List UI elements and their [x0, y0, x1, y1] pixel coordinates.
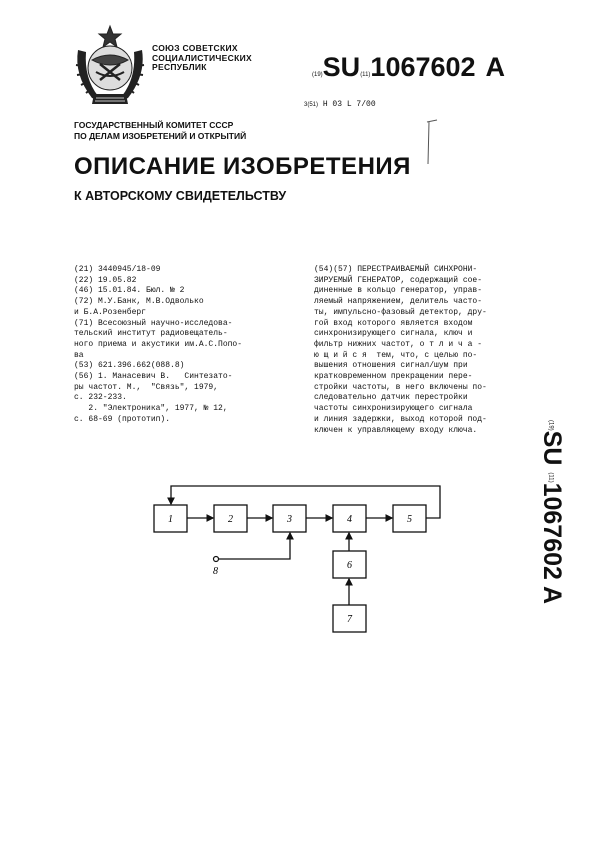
block-7-label: 7 [347, 614, 352, 625]
biblio-line: с. 68-69 (прототип). [74, 414, 171, 424]
abstract-line: синхронизирующего сигнала, ключ и [314, 329, 473, 339]
bibliographic-data [74, 265, 309, 426]
abstract-line: вышения отношения сигнал/шум при [314, 361, 468, 371]
abstract-line: ю щ и й с я тем, что, с целью по- [314, 350, 478, 360]
input-label: 8 [213, 566, 218, 577]
patent-number: 1067602 [370, 52, 476, 82]
kind-code: A [485, 52, 506, 82]
document-subtitle: К АВТОРСКОМУ СВИДЕТЕЛЬСТВУ [74, 189, 287, 203]
committee-name [74, 120, 246, 142]
biblio-line: и Б.А.Розенберг [74, 307, 147, 317]
abstract-line: диненные в кольцо генератор, управ- [314, 286, 483, 296]
biblio-line: (21) 3440945/18-09 [74, 265, 161, 274]
block-2-label: 2 [228, 514, 233, 525]
abstract-line: стройки частоты, в него включены по- [314, 382, 487, 392]
biblio-line: (72) М.У.Банк, М.В.Одволько [74, 297, 204, 307]
biblio-line: (22) 19.05.82 [74, 275, 137, 285]
block-4-label: 4 [347, 514, 352, 525]
side-inid-11: (11) [547, 472, 554, 483]
abstract-line: гой вход которого является входом [314, 318, 473, 328]
union-line: РЕСПУБЛИК [152, 62, 207, 72]
block-diagram [140, 475, 460, 640]
input-line [218, 533, 290, 559]
committee-line: ГОСУДАРСТВЕННЫЙ КОМИТЕТ СССР [74, 120, 234, 130]
side-country-code: SU [538, 430, 566, 466]
biblio-line: с. 232-233. [74, 393, 127, 403]
publication-number [312, 52, 505, 83]
inid-11: (11) [360, 72, 371, 78]
abstract-line: (54)(57) ПЕРЕСТРАИВАЕМЫЙ СИНХРОНИ- [314, 265, 478, 274]
biblio-line: ного приема и акустики им.А.С.Попо- [74, 339, 243, 349]
abstract-line: ты, импульсно-фазовый детектор, дру- [314, 307, 487, 317]
abstract-line: и линия задержки, выход которой под- [314, 414, 487, 424]
side-publication-number [518, 420, 578, 650]
block-1-label: 1 [168, 514, 173, 525]
biblio-line: ва [74, 350, 84, 360]
side-patent-number: 1067602 [538, 482, 566, 580]
block-6-label: 6 [347, 560, 352, 571]
ipc-classification [304, 100, 376, 109]
abstract [314, 265, 529, 436]
abstract-line: ЗИРУЕМЫЙ ГЕНЕРАТОР, содержащий сое- [314, 275, 483, 285]
biblio-line: (46) 15.01.84. Бюл. № 2 [74, 286, 185, 296]
block-3-label: 3 [287, 514, 292, 525]
ipc-code: H 03 L 7/00 [322, 100, 376, 109]
union-line: СОЮЗ СОВЕТСКИХ [152, 43, 238, 53]
abstract-line: ключен к управляющему входу ключа. [314, 425, 478, 435]
inid-19: (19) [312, 72, 323, 78]
union-line: СОЦИАЛИСТИЧЕСКИХ [152, 52, 252, 63]
union-label [152, 44, 252, 73]
ipc-inid: 3(51) [304, 102, 319, 108]
abstract-line: кратковременном прекращении пере- [314, 372, 473, 382]
state-emblem [70, 20, 150, 110]
abstract-line: частоты синхронизирующего сигнала [314, 404, 473, 414]
biblio-line: ры частот. М., "Связь", 1979, [74, 382, 219, 392]
abstract-line: фильтр нижних частот, о т л и ч а - [314, 339, 483, 349]
country-code: SU [322, 52, 361, 82]
document-title: ОПИСАНИЕ ИЗОБРЕТЕНИЯ [74, 153, 411, 180]
abstract-line: ляемый напряжением, делитель часто- [314, 297, 483, 307]
corner-mark [425, 118, 439, 168]
biblio-line: 2. "Электроника", 1977, № 12, [74, 404, 228, 414]
committee-line: ПО ДЕЛАМ ИЗОБРЕТЕНИЙ И ОТКРЫТИЙ [74, 131, 247, 141]
biblio-line: (53) 621.396.662(088.8) [74, 361, 185, 371]
biblio-line: (56) 1. Манасевич В. Синтезато- [74, 372, 233, 382]
side-inid-19: (19) [547, 420, 554, 431]
biblio-line: (71) Всесоюзный научно-исследова- [74, 318, 233, 328]
side-kind-code: A [538, 585, 566, 605]
biblio-line: тельский институт радиовещатель- [74, 329, 228, 339]
abstract-line: следовательно датчик перестройки [314, 393, 468, 403]
input-terminal [214, 557, 219, 562]
block-5-label: 5 [407, 514, 412, 525]
